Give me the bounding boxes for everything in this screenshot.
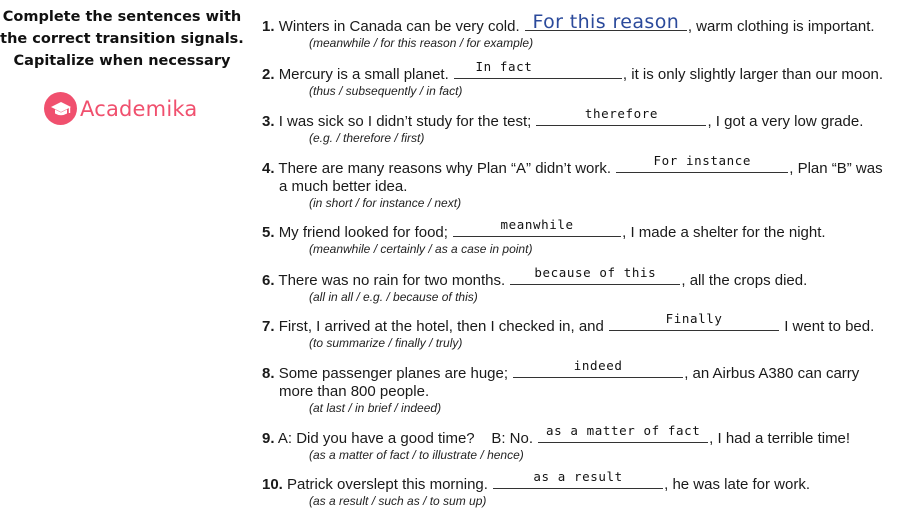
answer-blank[interactable]	[538, 423, 708, 443]
instructions	[0, 6, 244, 72]
sentence-after: , I had a terrible time!	[709, 430, 851, 447]
answer-text: because of this	[534, 265, 657, 280]
question-number: 10.	[262, 476, 283, 493]
sentence-continuation: more than 800 people.	[279, 383, 430, 400]
sentence-after: , I got a very low grade.	[707, 113, 864, 130]
sentence-before: First, I arrived at the hotel, then I checked in, and	[278, 318, 604, 335]
academika-logo	[44, 92, 197, 125]
question-4	[262, 153, 892, 211]
question-2	[262, 59, 892, 99]
question-number: 1.	[262, 18, 275, 35]
options-hint: (at last / in brief / indeed)	[309, 401, 442, 415]
answer-text: For instance	[653, 153, 751, 168]
sentence-after: , he was late for work.	[664, 476, 811, 493]
sentence-before: I was sick so I didn’t study for the test;	[278, 113, 532, 130]
sentence-before: Some passenger planes are huge;	[278, 365, 509, 382]
sentence-before: My friend looked for food;	[278, 224, 448, 241]
sentence-before: There was no rain for two months.	[278, 272, 506, 289]
answer-text: For this reason	[532, 11, 680, 33]
question-number: 3.	[262, 113, 275, 130]
options-hint: (all in all / e.g. / because of this)	[309, 290, 478, 304]
answer-blank[interactable]	[525, 11, 687, 33]
answer-blank[interactable]	[536, 106, 706, 126]
instructions-line-1: Complete the sentences with	[2, 9, 242, 25]
question-number: 4.	[262, 160, 275, 177]
answer-blank[interactable]	[453, 217, 621, 237]
brand-name: Academika	[80, 96, 198, 121]
question-1	[262, 11, 892, 51]
sentence-before: There are many reasons why Plan “A” didn’t work.	[278, 160, 612, 177]
question-number: 9.	[262, 430, 275, 447]
sentence-before: Patrick overslept this morning.	[287, 476, 488, 493]
question-number: 2.	[262, 66, 275, 83]
answer-text: as a result	[533, 469, 623, 484]
question-5	[262, 217, 892, 257]
sentence-after: , it is only slightly larger than our moon.	[622, 66, 884, 83]
sentence-after: , Plan “B” was	[789, 160, 883, 177]
sentence-before: Winters in Canada can be very cold.	[278, 18, 520, 35]
answer-text: Finally	[665, 311, 723, 326]
question-number: 5.	[262, 224, 275, 241]
sentence-before: A: Did you have a good time? B: No.	[277, 430, 533, 447]
answer-blank[interactable]	[616, 153, 788, 173]
question-3	[262, 106, 892, 146]
answer-text: therefore	[584, 106, 659, 121]
options-hint: (meanwhile / certainly / as a case in point)	[309, 242, 533, 256]
sentence-after: , warm clothing is important.	[687, 18, 875, 35]
options-hint: (e.g. / therefore / first)	[309, 131, 425, 145]
answer-text: meanwhile	[500, 217, 574, 232]
options-hint: (in short / for instance / next)	[309, 196, 462, 210]
answer-text: indeed	[573, 358, 623, 373]
sentence-before: Mercury is a small planet.	[278, 66, 449, 83]
answer-text: In fact	[475, 59, 533, 74]
question-7	[262, 311, 892, 351]
instructions-line-3: Capitalize when necessary	[13, 53, 231, 69]
answer-blank[interactable]	[513, 358, 683, 378]
options-hint: (meanwhile / for this reason / for example)	[309, 36, 534, 50]
question-6	[262, 265, 892, 305]
options-hint: (thus / subsequently / in fact)	[309, 84, 463, 98]
instructions-line-2: the correct transition signals.	[0, 31, 244, 47]
answer-blank[interactable]	[609, 311, 779, 331]
question-10	[262, 469, 892, 509]
question-9	[262, 423, 892, 463]
answer-blank[interactable]	[454, 59, 622, 79]
answer-blank[interactable]	[493, 469, 663, 489]
question-number: 8.	[262, 365, 275, 382]
sentence-after: , an Airbus A380 can carry	[684, 365, 860, 382]
sentence-after: I went to bed.	[784, 318, 875, 335]
options-hint: (as a result / such as / to sum up)	[309, 494, 487, 508]
question-number: 7.	[262, 318, 275, 335]
answer-text: as a matter of fact	[545, 423, 701, 438]
sentence-continuation: a much better idea.	[279, 178, 408, 195]
question-8	[262, 358, 892, 416]
graduation-cap-icon	[44, 92, 77, 125]
question-number: 6.	[262, 272, 275, 289]
options-hint: (as a matter of fact / to illustrate / hence)	[309, 448, 524, 462]
options-hint: (to summarize / finally / truly)	[309, 336, 463, 350]
answer-blank[interactable]	[510, 265, 680, 285]
sentence-after: , I made a shelter for the night.	[622, 224, 826, 241]
sentence-after: , all the crops died.	[681, 272, 808, 289]
